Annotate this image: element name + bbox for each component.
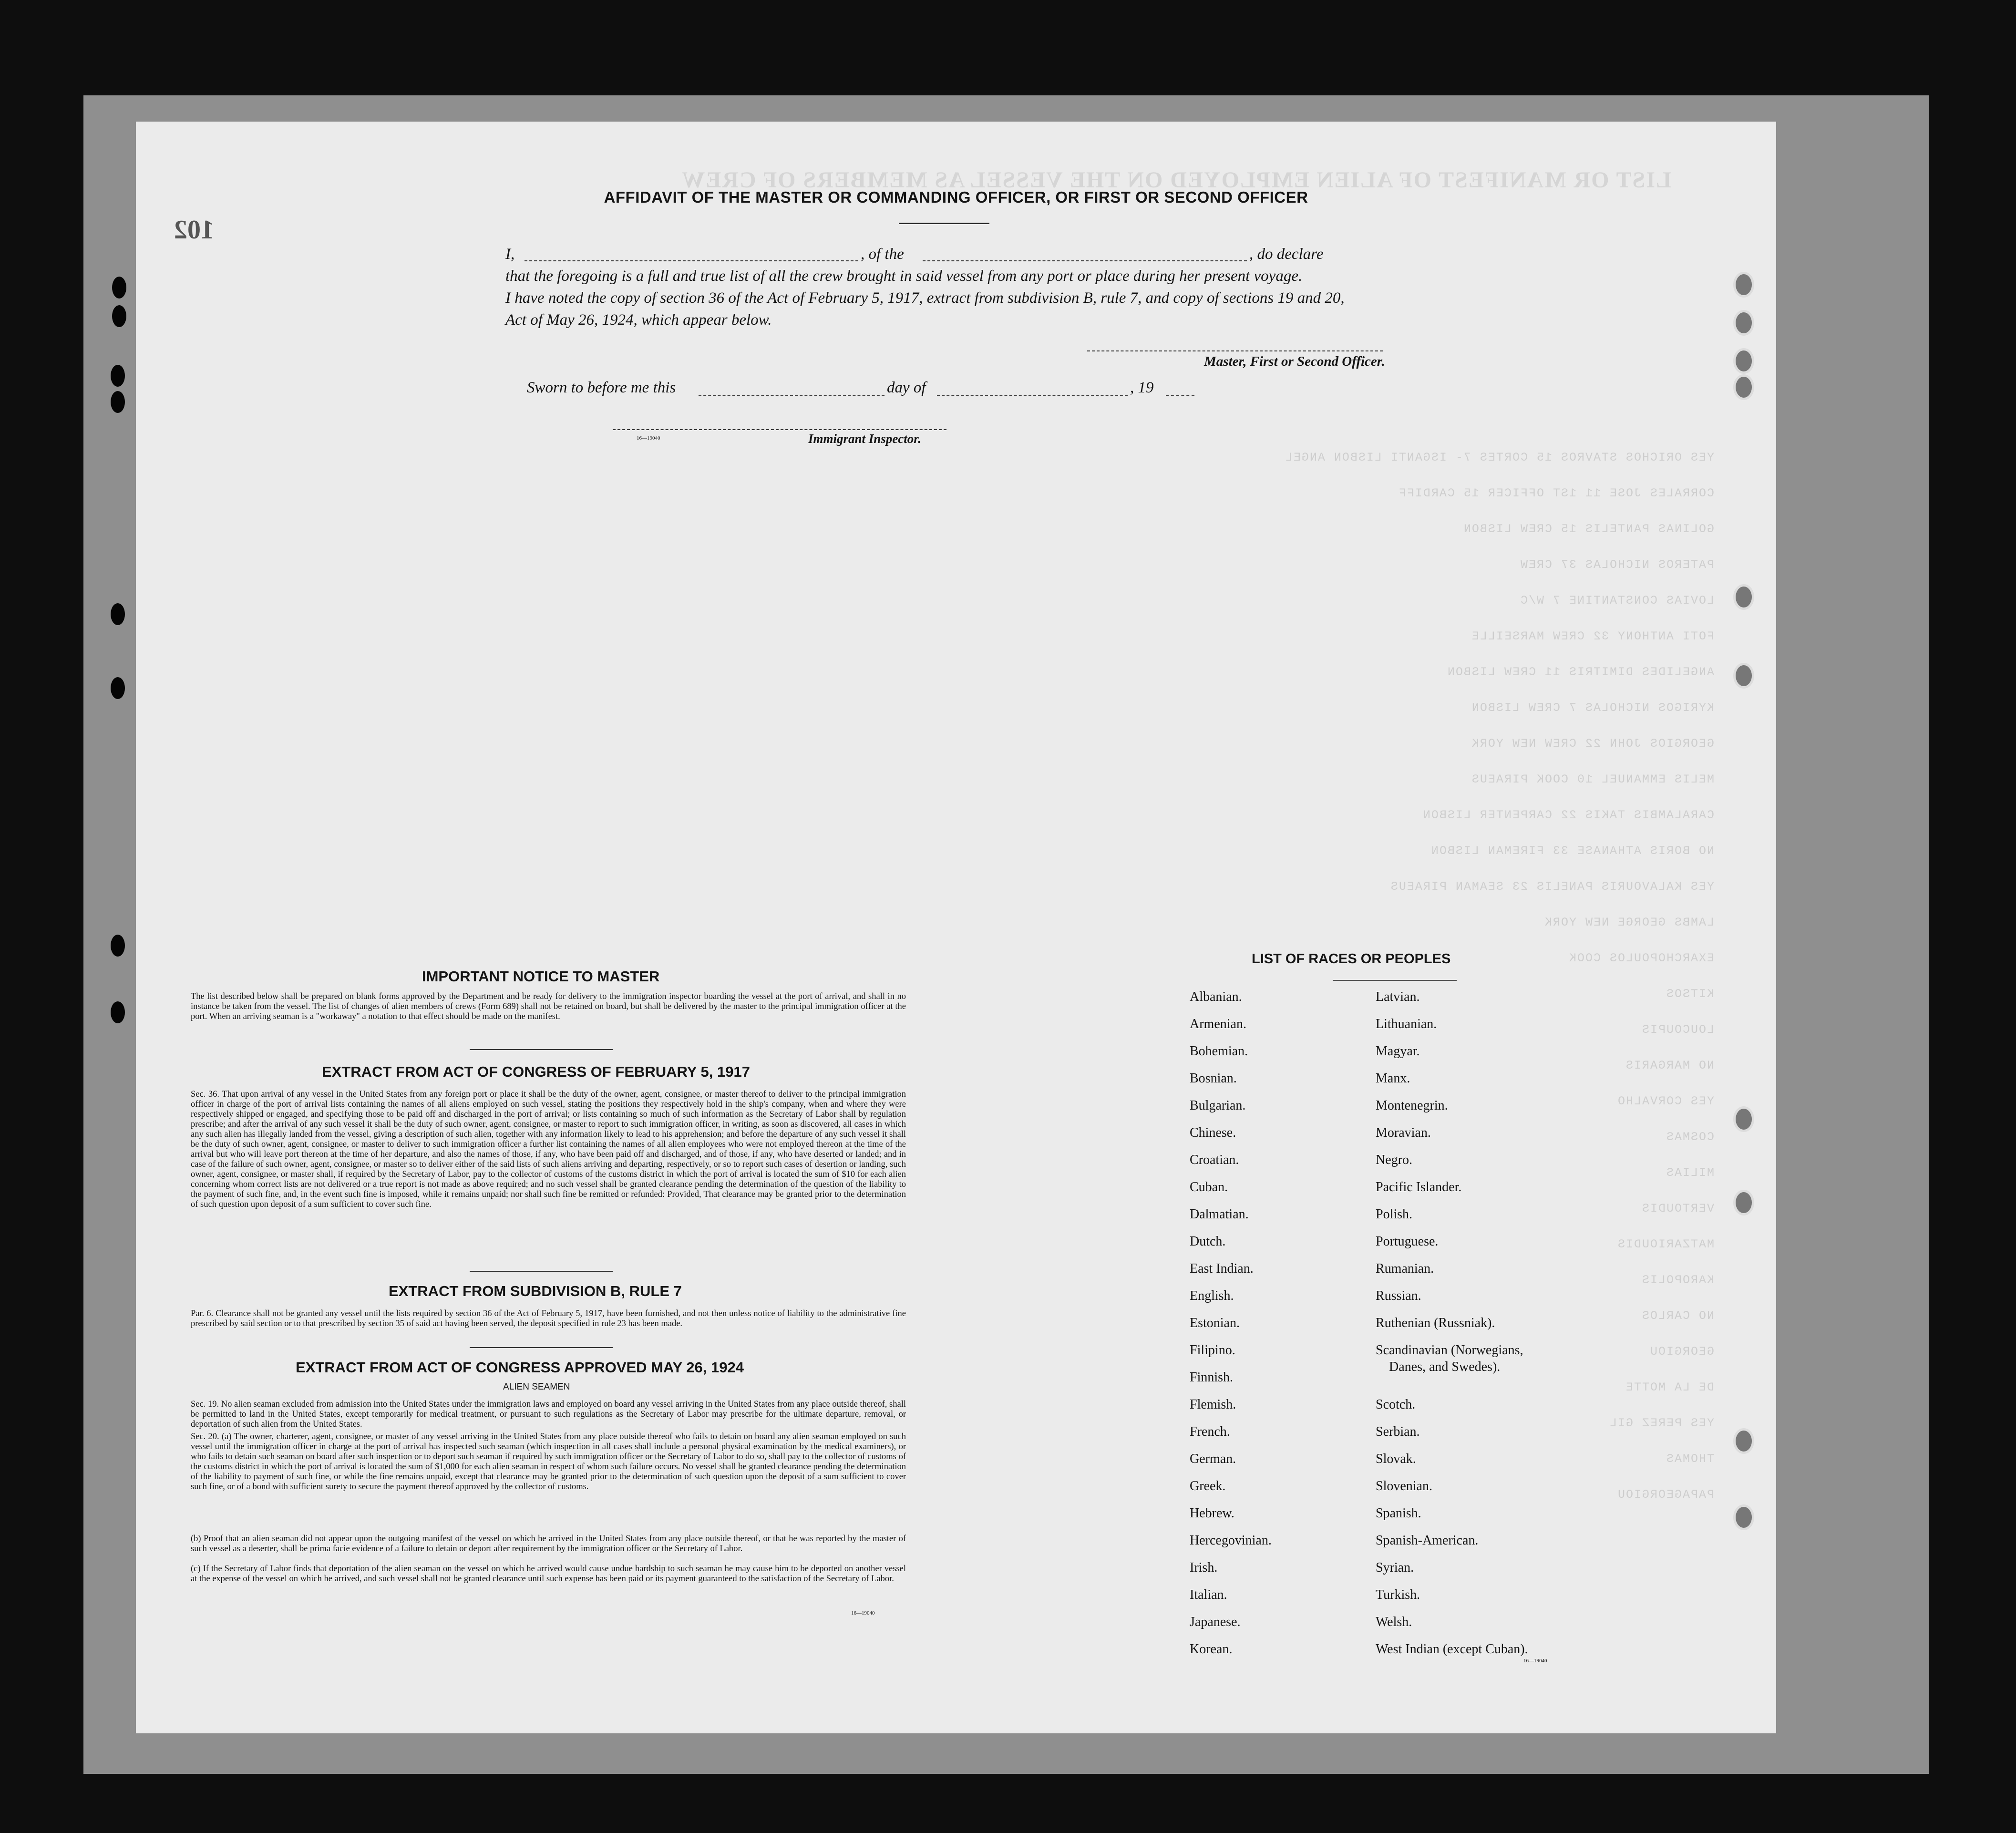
races-divider	[1333, 980, 1457, 981]
race-right: Scandinavian (Norwegians,	[1376, 1343, 1523, 1358]
bleed-row: THOMAS	[1665, 1452, 1714, 1466]
act-1924-sec20a: Sec. 20. (a) The owner, charterer, agent, consignee, or master of any vessel arriving in the United States from any place outside thereof who fails to detain on board any alien seaman employed on such vessel until the immigration officer in charge at the port of arrival has inspected such seaman (which inspection in all cases shall include a personal physical examination by the medical examiners), or who fails to detain such seaman on board after such inspection or to deport such seaman if required by such immigration officer or the Secretary of Labor to do so, shall pay to the collector of customs of the customs district in which the port of arrival is located the sum of $1,000 for each alien seaman in respect of whom such failure occurs. No vessel shall be granted clearance pending the determination of the liability to payment of such fine, or while the fine remains unpaid, except that clearance may be granted prior to the determination of such question upon the deposit of a sum sufficient to cover such fine, or of a bond with sufficient surety to secure the payment thereof approved by the collector of customs.	[191, 1432, 906, 1492]
race-left: Irish.	[1190, 1560, 1218, 1575]
bleed-row: NO BORIS ATHANASE 33 FIREMAN LISBON	[1430, 844, 1714, 858]
race-left: Hercegovinian.	[1190, 1533, 1272, 1548]
binder-hole	[1733, 1504, 1754, 1530]
race-right: Serbian.	[1376, 1424, 1420, 1439]
page-number: 102	[174, 215, 214, 245]
affidavit-line-3: Act of May 26, 1924, which appear below.	[505, 311, 772, 329]
binder-hole	[1733, 348, 1754, 374]
bleed-row: EXARCHOPOULOS COOK	[1568, 951, 1714, 965]
document-sheet	[136, 122, 1776, 1733]
race-left: Cuban.	[1190, 1180, 1228, 1195]
race-right: Welsh.	[1376, 1615, 1412, 1629]
bleed-row: GOLINAS PANTELIS 15 CREW LISBON	[1462, 522, 1714, 536]
race-left: Filipino.	[1190, 1343, 1235, 1358]
race-right: Danes, and Swedes).	[1389, 1359, 1501, 1374]
act-1917-title: EXTRACT FROM ACT OF CONGRESS OF FEBRUARY 5, 1917	[322, 1063, 750, 1080]
race-right: Negro.	[1376, 1153, 1412, 1167]
bleed-row: MELIS EMMANUEL 10 COOK PIRAEUS	[1471, 772, 1714, 786]
affidavit-line-2: I have noted the copy of section 36 of the Act of February 5, 1917, extract from subdivision B, rule 7, and copy of sections 19 and 20,	[505, 289, 1345, 307]
race-right: Lithuanian.	[1376, 1017, 1437, 1031]
race-right: Scotch.	[1376, 1397, 1416, 1412]
bleed-row: KYRIGOS NICHOLAS 7 CREW LISBON	[1471, 701, 1714, 715]
race-right: Turkish.	[1376, 1587, 1420, 1602]
bleed-row: CORRALES JOSE 11 1ST OFFICER 15 CARDIFF	[1398, 486, 1714, 500]
bleed-row: KAROPOLIS	[1641, 1273, 1714, 1287]
race-right: Polish.	[1376, 1207, 1413, 1222]
race-left: Hebrew.	[1190, 1506, 1234, 1521]
notice-body: The list described below shall be prepared on blank forms approved by the Department and be ready for delivery to the immigration inspector boarding the vessel at the port of arrival, and shall in no instance be taken from the vessel. The list of changes of alien members of crews (Form 689) shall not be retained on board, but shall be delivered by the master to the principal immigration officer at the port. When an arriving seaman is a "workaway" a notation to that effect should be made on the manifest.	[191, 992, 906, 1021]
bleed-row: YES CORVALHO	[1616, 1094, 1714, 1108]
race-left: Flemish.	[1190, 1397, 1236, 1412]
sworn-label: Sworn to before me this	[527, 379, 676, 396]
of-the-label: , of the	[861, 246, 904, 263]
race-left: East Indian.	[1190, 1261, 1254, 1276]
races-title: LIST OF RACES OR PEOPLES	[1252, 951, 1451, 967]
race-right: Portuguese.	[1376, 1234, 1439, 1249]
race-right: Moravian.	[1376, 1125, 1431, 1140]
binder-hole	[1733, 310, 1754, 336]
affidavit-line-0	[505, 243, 1554, 265]
do-declare-label: , do declare	[1249, 246, 1324, 263]
bleed-row: PATEROS NICHOLAS 37 CREW	[1519, 558, 1714, 572]
binding-hole	[112, 277, 126, 299]
act-1924-title: EXTRACT FROM ACT OF CONGRESS APPROVED MAY 26, 1924	[296, 1359, 744, 1376]
bleed-row: NO CARLOS	[1641, 1309, 1714, 1323]
act-1917-body: Sec. 36. That upon arrival of any vessel in the United States from any foreign port or place it shall be the duty of the owner, agent, consignee, or master thereof to deliver to the principal immigration officer in charge of the port of arrival lists containing the names of all aliens employed on such vessel, stating the positions they respectively hold in the ship's company, when and where they were respectively shipped or engaged, and specifying those to be paid off and discharged in the port of arrival; or lists containing so much of such information as the Secretary of Labor shall by regulation prescribe; and after the arrival of any such vessel it shall be the duty of such owner, agent, consignee, or master to report to such immigration officer, in writing, as soon as discovered, all cases in which any such alien has illegally landed from the vessel, giving a description of such alien, together with any information likely to lead to his apprehension; and before the departure of any such vessel it shall be the duty of such owner, agent, consignee, or master to deliver to such immigration officer a further list containing the names of all alien employees who were not employed thereon at the time of the arrival but who will leave port thereon at the time of her departure, and also the names of those, if any, who have been paid off and discharged, and of those, if any, who have deserted or landed; and in case of the failure of such owner, agent, consignee, or master so to deliver either of the said lists of such aliens arriving and departing, respectively, or so to report such cases of desertion or landing, such owner, agent, consignee, or master shall, if required by the Secretary of Labor, pay to the collector of customs of the customs district in which the port of arrival is located the sum of $10 for each alien concerning whom correct lists are not delivered or a true report is not made as above required; and no such vessel shall be granted clearance pending the determination of the question of the liability to the payment of such fine, and, in the event such fine is imposed, while it remains unpaid; nor shall such fine be remitted or refunded: Provided, That clearance may be granted prior to the determination of such question upon deposit of a sum sufficient to cover such fine.	[191, 1090, 906, 1209]
rule-divider	[470, 1271, 613, 1272]
inspector-signature-field[interactable]	[613, 429, 946, 430]
bleed-row: ANGELIDES DIMITRIS 11 CREW LISBON	[1446, 665, 1714, 679]
rule-divider	[470, 1049, 613, 1050]
race-left: Chinese.	[1190, 1125, 1236, 1140]
binder-hole	[1733, 1190, 1754, 1215]
name-field[interactable]	[525, 260, 858, 261]
affidavit-form-number: 16—19040	[637, 435, 660, 441]
bleed-row: VERTOUDIS	[1641, 1202, 1714, 1215]
binder-hole	[1733, 584, 1754, 610]
sworn-line	[527, 379, 1337, 401]
race-right: Slovenian.	[1376, 1479, 1432, 1493]
act-1924-sec19: Sec. 19. No alien seaman excluded from admission into the United States under the immigration laws and employed on board any vessel arriving in the United States from any place outside thereof, shall be permitted to land in the United States, except temporarily for medical treatment, or pursuant to such regulations as the Secretary of Labor may prescribe for the ultimate departure, removal, or deportation of such alien from the United States.	[191, 1400, 906, 1429]
binding-hole	[111, 935, 125, 957]
day-of-label: day of	[887, 379, 926, 396]
race-left: Italian.	[1190, 1587, 1227, 1602]
race-right: Montenegrin.	[1376, 1098, 1448, 1113]
race-right: Spanish.	[1376, 1506, 1421, 1521]
race-left: English.	[1190, 1288, 1234, 1303]
race-right: Ruthenian (Russniak).	[1376, 1316, 1495, 1330]
bleed-row: FOTI ANTHONY 32 CREW MARSEILLE	[1471, 629, 1714, 643]
binding-hole	[111, 391, 125, 413]
inspector-label: Immigrant Inspector.	[808, 432, 922, 446]
race-right: Pacific Islander.	[1376, 1180, 1462, 1195]
bleed-row: CARALAMBIS TAKIS 22 CARPENTER LISBON	[1422, 808, 1714, 822]
race-left: Finnish.	[1190, 1370, 1234, 1385]
bleed-row: LAMBS GEORGE NEW YORK	[1543, 916, 1714, 929]
race-left: Albanian.	[1190, 989, 1242, 1004]
race-left: Dalmatian.	[1190, 1207, 1249, 1222]
act-1924-form-number: 16—19040	[851, 1610, 875, 1616]
race-left: Dutch.	[1190, 1234, 1226, 1249]
binding-hole	[111, 603, 125, 625]
affidavit-declaration	[505, 243, 1554, 331]
race-left: Bulgarian.	[1190, 1098, 1246, 1113]
rule-divider	[470, 1347, 613, 1348]
race-right: West Indian (except Cuban).	[1376, 1642, 1528, 1657]
bleed-row: PAPAGEORGIOU	[1616, 1488, 1714, 1502]
rule7-title: EXTRACT FROM SUBDIVISION B, RULE 7	[389, 1283, 682, 1299]
bleed-row: GEORGIOS JOHN 22 CREW NEW YORK	[1471, 737, 1714, 751]
act-1924-sec20b: (b) Proof that an alien seaman did not appear upon the outgoing manifest of the vessel on which he arrived in the United States from any place outside thereof, or that he was reported by the master of such vessel as a deserter, shall be prima facie evidence of a failure to detain or deport after requirement by the immigration officer or the Secretary of Labor.	[191, 1534, 906, 1554]
act-1924-subtitle: ALIEN SEAMEN	[503, 1382, 570, 1392]
race-right: Russian.	[1376, 1288, 1421, 1303]
rule7-body: Par. 6. Clearance shall not be granted any vessel until the lists required by section 36 of the Act of February 5, 1917, have been furnished, and not then unless notice of liability to the administrative fine prescribed by said section or to that prescribed by section 35 of said act having been served, the deposit specified in rule 23 has been made.	[191, 1309, 906, 1328]
race-left: Japanese.	[1190, 1615, 1241, 1629]
race-right: Manx.	[1376, 1071, 1410, 1086]
binding-hole	[111, 677, 125, 699]
race-left: Bohemian.	[1190, 1044, 1248, 1059]
binder-hole	[1733, 1428, 1754, 1454]
year-label: , 19	[1130, 379, 1154, 396]
race-left: Armenian.	[1190, 1017, 1246, 1031]
race-left: French.	[1190, 1424, 1230, 1439]
binding-hole	[111, 365, 125, 387]
sworn-day-field[interactable]	[699, 395, 885, 396]
bleed-row: GEORGIOU	[1649, 1345, 1714, 1359]
act-1924-sec20c: (c) If the Secretary of Labor finds that deportation of the alien seaman on the vessel on which he arrived would cause undue hardship to such seaman he may cause him to be deported on another vessel at the expense of the vessel on which he arrived, and such vessel shall not be granted clearance until such expense has been paid or its payment guaranteed to the satisfaction of the Secretary of Labor.	[191, 1564, 906, 1584]
binder-hole	[1733, 272, 1754, 298]
race-right: Slovak.	[1376, 1452, 1416, 1466]
race-left: Croatian.	[1190, 1153, 1239, 1167]
bleed-row: LOUCOUPIS	[1641, 1023, 1714, 1037]
bleed-row: KITSOS	[1665, 987, 1714, 1001]
binder-hole	[1733, 374, 1754, 400]
master-signature-label: Master, First or Second Officer.	[1204, 354, 1385, 369]
bleed-row: YES PEREZ GIL	[1608, 1416, 1714, 1430]
race-left: Bosnian.	[1190, 1071, 1237, 1086]
races-form-number: 16—19040	[1523, 1658, 1547, 1664]
notice-title: IMPORTANT NOTICE TO MASTER	[422, 968, 660, 985]
bleed-row: MILIAS	[1665, 1166, 1714, 1180]
race-left: Estonian.	[1190, 1316, 1240, 1330]
i-label: I,	[505, 246, 515, 263]
affidavit-line-1: that the foregoing is a full and true list of all the crew brought in said vessel from any port or place during her present voyage.	[505, 268, 1303, 285]
sworn-year-field[interactable]	[1166, 395, 1194, 396]
race-right: Rumanian.	[1376, 1261, 1434, 1276]
bleed-row: DE LA MOTTE	[1625, 1380, 1714, 1394]
race-right: Magyar.	[1376, 1044, 1420, 1059]
bleed-header: LIST OR MANIFEST OF ALIEN EMPLOYED ON THE VESSEL AS MEMBERS OF CREW	[681, 167, 1671, 193]
bleed-row: LOVIAS CONSTANTINE 7 W/C	[1519, 594, 1714, 608]
title-rule	[899, 223, 989, 224]
bleed-row: NO MARGARIS	[1625, 1059, 1714, 1072]
race-left: Greek.	[1190, 1479, 1226, 1493]
sworn-month-field[interactable]	[937, 395, 1128, 396]
affidavit-title: AFFIDAVIT OF THE MASTER OR COMMANDING OFFICER, OR FIRST OR SECOND OFFICER	[604, 188, 1308, 206]
race-right: Syrian.	[1376, 1560, 1414, 1575]
bleed-row: COSMAS	[1665, 1130, 1714, 1144]
race-left: Korean.	[1190, 1642, 1233, 1657]
race-right: Latvian.	[1376, 989, 1420, 1004]
bleed-row: YES KALAVOURIS PANELIS 23 SEAMAN PIRAEUS	[1389, 880, 1714, 894]
race-left: German.	[1190, 1452, 1236, 1466]
binder-hole	[1733, 1106, 1754, 1132]
bleed-row: MATZARIOUDIS	[1616, 1237, 1714, 1251]
binding-hole	[112, 305, 126, 327]
bleed-row: YES ORICHOS STAVROS 15 CORTES 7- ISGANTI LISBON ANGEL	[1284, 451, 1714, 464]
binder-hole	[1733, 663, 1754, 689]
master-signature-field[interactable]	[1087, 350, 1383, 351]
race-right: Spanish-American.	[1376, 1533, 1479, 1548]
vessel-field[interactable]	[923, 260, 1247, 261]
binding-hole	[111, 1001, 125, 1023]
